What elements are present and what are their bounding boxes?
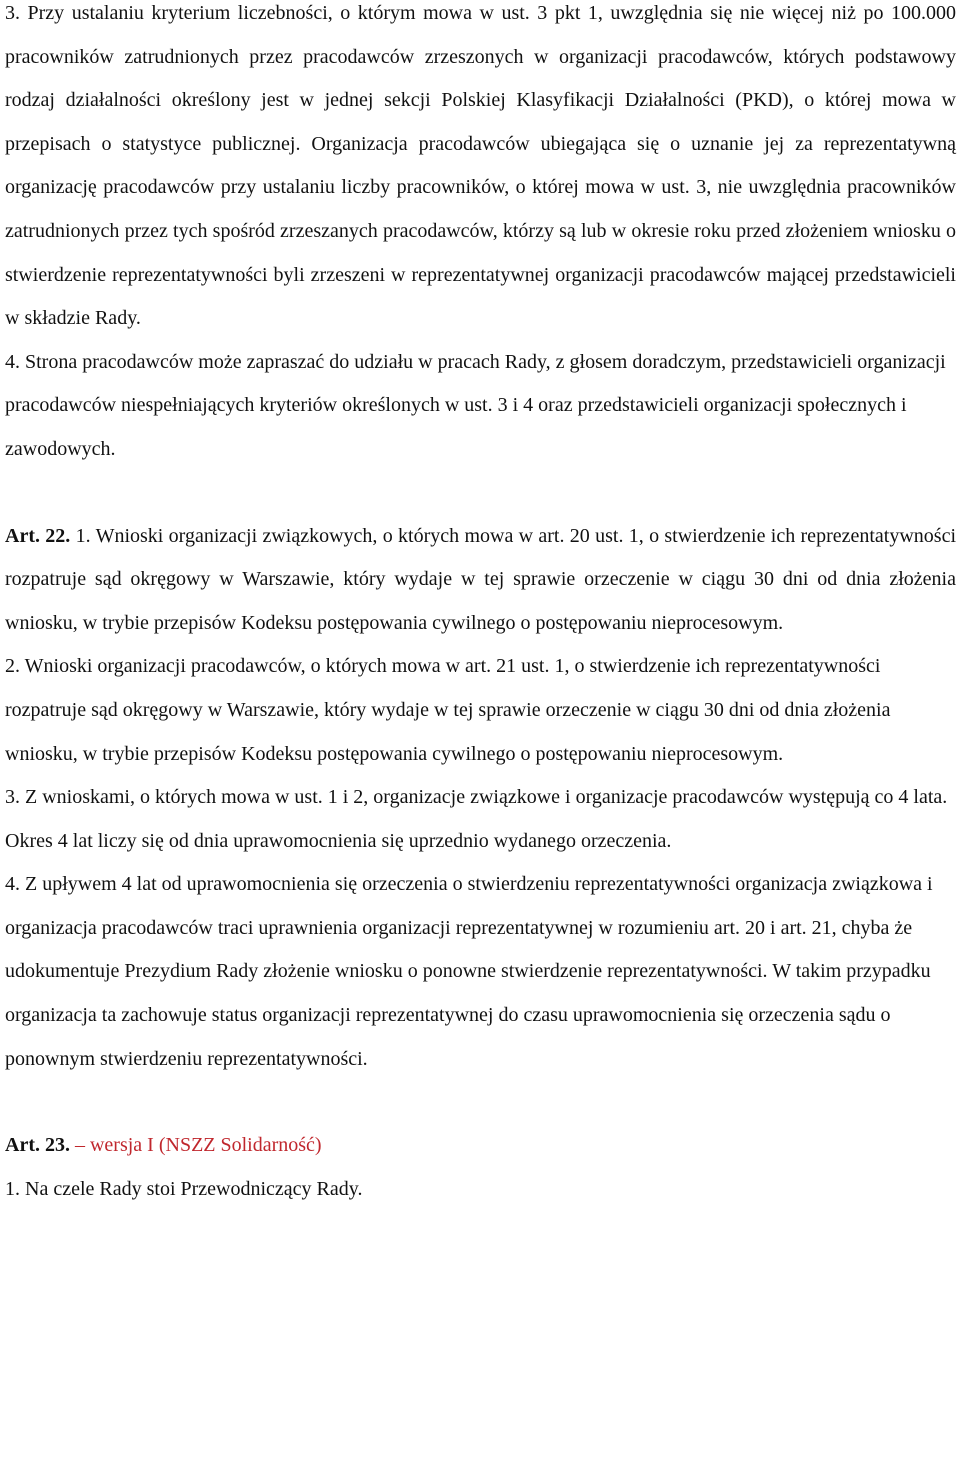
article-23-version-note: wersja I (NSZZ Solidarność) bbox=[89, 1134, 322, 1157]
article-22-paragraph-4: 4. Z upływem 4 lat od uprawomocnienia się orzeczenia o stwierdzeniu reprezentatywności organizacja związkowa i organizacja pracodawców traci uprawnienia organizacji reprezentatywnej w rozumieniu art. 20 i art. 21, chyba że udokumentuje Prezydium Rady złożenie wniosku o ponowne stwierdzenie reprezentatywności. W takim przypadku organizacja ta zachowuje status organizacji reprezentatywnej do czasu uprawomocnienia się orzeczenia sądu o ponownym stwierdzeniu reprezentatywności. bbox=[5, 873, 933, 1070]
article-23-dash: – bbox=[69, 1134, 90, 1157]
article-22-paragraph-3: 3. Z wnioskami, o których mowa w ust. 1 i 2, organizacje związkowe i organizacje pracodawców występują co 4 lata. Okres 4 lat liczy się od dnia uprawomocnienia się uprzednio wydanego orzeczenia. bbox=[5, 786, 948, 852]
article-21-paragraph-3: 3. Przy ustalaniu kryterium liczebności, o którym mowa w ust. 3 pkt 1, uwzględnia się nie więcej niż po 100.000 pracowników zatrudnionych przez pracodawców zrzeszonych w organizacji pracodawców, których podstawowy rodzaj działalności określony jest w jednej sekcji Polskiej Klasyfikacji Działalności (PKD), o której mowa w przepisach o statystyce publicznej. Organizacja pracodawców ubiegająca się o uznanie jej za reprezentatywną organizację pracodawców przy ustalaniu liczby pracowników, o której mowa w ust. 3, nie uwzględnia pracowników zatrudnionych przez tych spośród zrzeszanych pracodawców, którzy są lub w okresie roku przed złożeniem wniosku o stwierdzenie reprezentatywności byli zrzeszeni w reprezentatywnej organizacji pracodawców mającej przedstawicieli w składzie Rady. bbox=[5, 2, 956, 330]
document-page bbox=[5, 0, 956, 1211]
article-22-paragraph-1 bbox=[5, 515, 956, 646]
article-22-label: Art. 22. bbox=[5, 524, 71, 547]
article-23-heading bbox=[5, 1124, 956, 1168]
article-21-paragraph-4: 4. Strona pracodawców może zapraszać do udziału w pracach Rady, z głosem doradczym, przedstawicieli organizacji pracodawców niespełniających kryteriów określonych w ust. 3 i 4 oraz przedstawicieli organizacji społecznych i zawodowych. bbox=[5, 350, 946, 460]
article-22-paragraph-1-text: 1. Wnioski organizacji związkowych, o których mowa w art. 20 ust. 1, o stwierdzenie ich reprezentatywności rozpatruje sąd okręgowy w Warszawie, który wydaje w tej sprawie orzeczenie w ciągu 30 dni od dnia złożenia wniosku, w trybie przepisów Kodeksu postępowania cywilnego o postępowaniu nieprocesowym. bbox=[5, 524, 957, 634]
article-23-paragraph-1: 1. Na czele Rady stoi Przewodniczący Rady. bbox=[5, 1177, 363, 1200]
article-22-paragraph-2: 2. Wnioski organizacji pracodawców, o których mowa w art. 21 ust. 1, o stwierdzenie ich reprezentatywności rozpatruje sąd okręgowy w Warszawie, który wydaje w tej sprawie orzeczenie w ciągu 30 dni od dnia złożenia wniosku, w trybie przepisów Kodeksu postępowania cywilnego o postępowaniu nieprocesowym. bbox=[5, 655, 891, 765]
article-23-label: Art. 23. bbox=[5, 1134, 70, 1157]
